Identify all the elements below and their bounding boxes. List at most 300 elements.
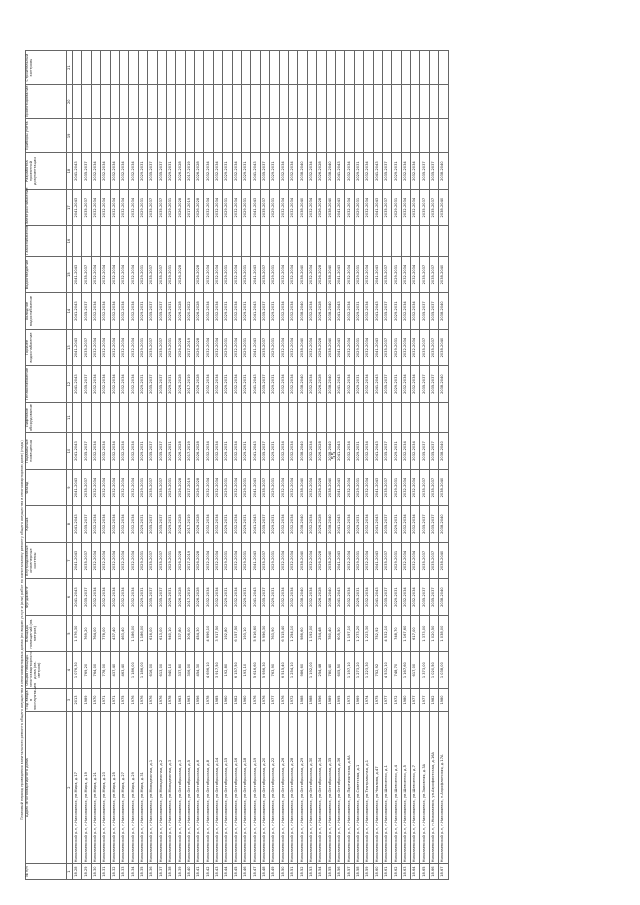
table-cell: 2032-2034	[364, 293, 373, 330]
table-cell: 2038-2040	[326, 366, 335, 403]
table-cell: 2032-2034	[119, 433, 128, 470]
table-row	[204, 51, 213, 880]
table-cell: 2035-2037	[148, 433, 157, 470]
table-cell: 2032-2034	[364, 579, 373, 616]
table-cell: 2032-2034	[101, 542, 110, 579]
table-cell: 2032-2034	[401, 153, 410, 190]
table-row	[260, 51, 269, 880]
page-number: 55	[330, 451, 338, 460]
address-cell: Николаевский р-н, г.Николаевск, ул.Мира, д.21	[91, 712, 100, 864]
table-cell: 2032-2034	[129, 256, 138, 293]
table-cell	[119, 119, 128, 153]
table-cell: 2038-2040	[439, 153, 448, 190]
column-index-cell: 13	[67, 329, 73, 366]
table-cell: 2032-2034	[129, 433, 138, 470]
table-cell: 2038-2040	[298, 366, 307, 403]
table-cell: 1960	[223, 688, 232, 711]
table-cell: 1963	[176, 688, 185, 711]
table-cell: 18.31	[101, 864, 110, 880]
table-cell	[307, 226, 316, 256]
table-cell	[73, 85, 82, 119]
table-cell: 18.35	[138, 864, 147, 880]
table-cell: 1960	[242, 688, 251, 711]
table-cell	[251, 119, 260, 153]
address-cell: Николаевский р-н, г.Николаевск, ул.Октябрьская, д.34	[317, 712, 326, 864]
table-cell: 2032-2034	[129, 189, 138, 226]
table-cell: 2035-2037	[157, 469, 166, 506]
table-cell: 2032-2034	[204, 506, 213, 543]
table-cell: 5 616,60	[251, 615, 260, 652]
table-cell: 18.53	[307, 864, 316, 880]
table-cell: 780,40	[326, 615, 335, 652]
table-row	[392, 51, 401, 880]
table-cell: 2038-2040	[298, 506, 307, 543]
table-row	[232, 51, 241, 880]
table-row	[373, 51, 382, 880]
table-cell	[195, 51, 204, 85]
table-cell: 2032-2034	[204, 579, 213, 616]
table-cell: 2026-2028	[317, 433, 326, 470]
table-cell: 2035-2037	[260, 469, 269, 506]
table-cell: 2032-2034	[119, 469, 128, 506]
table-cell	[91, 226, 100, 256]
table-cell	[166, 85, 175, 119]
table-cell: 1989	[82, 688, 91, 711]
table-cell: 2032-2034	[364, 469, 373, 506]
table-cell	[392, 402, 401, 432]
table-cell: 2032-2034	[110, 153, 119, 190]
table-cell	[429, 226, 438, 256]
table-cell: 1989	[326, 688, 335, 711]
table-cell: 306,00	[185, 615, 194, 652]
table-cell: 2029-2031	[392, 189, 401, 226]
address-cell: Николаевский р-н, г.Николаевск, ул.Мира, д.29	[129, 712, 138, 864]
table-cell: 2029-2031	[138, 579, 147, 616]
column-index-cell: 2	[67, 712, 73, 864]
table-cell: 2026-2028	[176, 469, 185, 506]
table-cell: 18.45	[232, 864, 241, 880]
table-cell: 617,00	[411, 652, 420, 689]
table-cell: 2038-2040	[298, 293, 307, 330]
table-cell: 2032-2034	[110, 189, 119, 226]
address-cell: Николаевский р-н, г.Николаевск, ул.Октябрьская, д.15	[223, 712, 232, 864]
table-cell	[185, 119, 194, 153]
table-cell: 2035-2037	[420, 293, 429, 330]
table-cell	[91, 119, 100, 153]
table-cell	[129, 51, 138, 85]
table-cell: 2029-2031	[138, 469, 147, 506]
table-cell: 2029-2031	[166, 506, 175, 543]
table-cell: 2032-2034	[364, 256, 373, 293]
table-cell: 2029-2031	[242, 189, 251, 226]
table-cell	[298, 119, 307, 153]
table-cell: 2029-2031	[270, 579, 279, 616]
table-cell: 2032-2034	[119, 293, 128, 330]
table-cell	[364, 51, 373, 85]
table-cell: 2035-2037	[260, 506, 269, 543]
table-cell: 1 020,50	[429, 615, 438, 652]
table-cell	[251, 226, 260, 256]
table-cell: 18.59	[364, 864, 373, 880]
table-cell: 2041-2043	[335, 469, 344, 506]
table-cell	[364, 119, 373, 153]
table-cell	[101, 119, 110, 153]
table-cell: 1963	[185, 688, 194, 711]
address-cell: Николаевский р-н, г.Николаевск, ул.Молодежная, д.3	[166, 712, 175, 864]
table-cell: 2035-2037	[82, 506, 91, 543]
table-cell: 2041-2043	[335, 293, 344, 330]
table-cell	[195, 119, 204, 153]
table-cell: 2032-2034	[345, 506, 354, 543]
table-cell: 2032-2034	[288, 506, 297, 543]
table-cell: 2032-2034	[119, 542, 128, 579]
table-cell: 1976	[157, 688, 166, 711]
table-cell: 2032-2034	[110, 433, 119, 470]
table-cell: 2032-2034	[411, 469, 420, 506]
table-cell	[185, 256, 194, 293]
table-cell	[110, 119, 119, 153]
table-cell	[223, 85, 232, 119]
table-cell: 778,00	[101, 652, 110, 689]
table-cell: 2026-2028	[195, 433, 204, 470]
column-header: Водоотведение	[26, 256, 67, 293]
table-cell	[204, 119, 213, 153]
column-header: Лифтовое оборудование	[26, 402, 67, 432]
table-cell: 613,00	[157, 652, 166, 689]
table-cell: 18.54	[317, 864, 326, 880]
table-cell	[110, 85, 119, 119]
table-cell: 5 956,30	[260, 652, 269, 689]
address-cell: Николаевский р-н, г.Николаевск, ул.Октябрьская, д.28	[288, 712, 297, 864]
table-cell: 2032-2034	[101, 153, 110, 190]
table-cell: 2032-2034	[129, 579, 138, 616]
table-cell	[364, 85, 373, 119]
table-cell: 2041-2043	[73, 542, 82, 579]
table-cell: 2026-2028	[195, 329, 204, 366]
table-cell: 2026-2028	[317, 329, 326, 366]
column-header: № п/п	[26, 864, 67, 880]
table-cell	[204, 85, 213, 119]
table-cell: 2035-2037	[429, 579, 438, 616]
column-index-cell: 17	[67, 189, 73, 226]
table-cell: 2035-2037	[382, 366, 391, 403]
column-index-cell: 4	[67, 652, 73, 689]
table-cell: 2038-2040	[298, 329, 307, 366]
table-cell: 2035-2037	[148, 506, 157, 543]
table-cell: 2032-2034	[411, 579, 420, 616]
table-cell: 1971	[101, 688, 110, 711]
table-cell	[157, 85, 166, 119]
table-row	[166, 51, 175, 880]
table-cell: 2041-2043	[373, 506, 382, 543]
table-cell: 2032-2034	[91, 153, 100, 190]
column-header: Площадь помещений (кв. метров)	[26, 615, 67, 652]
column-index-cell: 18	[67, 153, 73, 190]
table-cell	[335, 85, 344, 119]
table-cell: 2035-2037	[429, 293, 438, 330]
table-cell: 2038-2040	[326, 433, 335, 470]
table-cell: 2026-2028	[176, 579, 185, 616]
table-cell	[392, 119, 401, 153]
table-cell: 2035-2037	[420, 433, 429, 470]
address-cell: Николаевский р-н, п.Николаевск, ул.Аэрофлотская, д.16А	[429, 712, 438, 864]
table-cell: 2035-2037	[260, 153, 269, 190]
table-cell	[91, 85, 100, 119]
table-cell: 2041-2043	[335, 189, 344, 226]
address-cell: Николаевский р-н, г.Николаевск, ул.Октябрьская, д.29	[298, 712, 307, 864]
table-cell: 2026-2028	[176, 256, 185, 293]
table-cell: 2032-2034	[345, 153, 354, 190]
table-cell: 1976	[138, 688, 147, 711]
address-cell: Николаевский р-н, г.Николаевск, ул.Октябрьская, д.36	[335, 712, 344, 864]
table-cell: 2026-2028	[176, 329, 185, 366]
column-header: Год ввода в эксплуатацию	[26, 688, 67, 711]
table-cell: 2017-2019	[185, 366, 194, 403]
table-cell: 2038-2040	[439, 433, 448, 470]
table-cell: 2029-2031	[354, 579, 363, 616]
table-cell	[354, 119, 363, 153]
table-cell: 2038-2040	[439, 329, 448, 366]
table-cell: 2032-2034	[91, 189, 100, 226]
address-cell: Николаевский р-н, г.Николаевск, ул.Шевченко, д.1	[382, 712, 391, 864]
column-index-cell: 11	[67, 402, 73, 432]
table-cell: 2032-2034	[129, 153, 138, 190]
table-cell: 2032-2034	[279, 189, 288, 226]
table-cell	[157, 51, 166, 85]
table-cell: 2026-2028	[176, 506, 185, 543]
table-cell: 2032-2034	[364, 433, 373, 470]
table-cell: 2032-2034	[129, 293, 138, 330]
table-cell	[260, 402, 269, 432]
table-cell: 2035-2037	[157, 542, 166, 579]
table-cell: 2035-2037	[382, 469, 391, 506]
table-cell: 778,00	[101, 615, 110, 652]
table-row	[288, 51, 297, 880]
table-cell	[166, 402, 175, 432]
table-cell: 4 532,10	[382, 615, 391, 652]
table-cell: 2029-2031	[242, 433, 251, 470]
table-cell: 2032-2034	[204, 366, 213, 403]
table-cell: 2029-2031	[270, 542, 279, 579]
table-cell: 2041-2043	[73, 469, 82, 506]
table-cell: 2032-2034	[213, 433, 222, 470]
table-cell: 2026-2028	[176, 153, 185, 190]
table-cell: 463,40	[119, 615, 128, 652]
table-cell: 2029-2031	[223, 506, 232, 543]
column-header: Приборы учета	[26, 119, 67, 153]
table-cell	[429, 51, 438, 85]
table-cell	[401, 226, 410, 256]
table-cell: 2035-2037	[382, 293, 391, 330]
table-cell: 2026-2028	[195, 366, 204, 403]
table-cell: 4 696,10	[204, 615, 213, 652]
table-cell: 1 373,00	[420, 652, 429, 689]
table-cell: 2038-2040	[298, 579, 307, 616]
table-row	[251, 51, 260, 880]
table-cell: 2029-2031	[354, 542, 363, 579]
table-cell: 5 956,30	[260, 615, 269, 652]
table-cell: 2041-2043	[73, 366, 82, 403]
table-cell: 2029-2031	[270, 256, 279, 293]
table-cell	[345, 226, 354, 256]
table-cell	[119, 402, 128, 432]
table-cell: 1977	[382, 688, 391, 711]
table-cell	[279, 402, 288, 432]
table-cell: 2035-2037	[429, 256, 438, 293]
table-cell: 1 020,50	[429, 652, 438, 689]
column-header: Внутридомовые инженерные системы	[26, 542, 67, 579]
table-cell: 2032-2034	[110, 469, 119, 506]
table-cell: 2032-2034	[204, 189, 213, 226]
table-cell	[420, 119, 429, 153]
column-index-cell: 10	[67, 433, 73, 470]
table-row	[335, 51, 344, 880]
table-cell: 2029-2031	[270, 189, 279, 226]
table-cell: 1 186,00	[129, 652, 138, 689]
table-cell	[439, 119, 448, 153]
table-row	[119, 51, 128, 880]
table-cell: 2029-2031	[166, 189, 175, 226]
table-cell: 2013	[73, 688, 82, 711]
table-cell: 2032-2034	[110, 506, 119, 543]
table-cell	[392, 85, 401, 119]
table-cell: 2032-2034	[401, 366, 410, 403]
table-cell: 1956	[195, 688, 204, 711]
table-cell: 2035-2037	[148, 366, 157, 403]
table-cell: 1 273,20	[354, 615, 363, 652]
table-cell	[420, 226, 429, 256]
table-cell: 2035-2037	[157, 189, 166, 226]
table-cell: 6 515,40	[279, 652, 288, 689]
table-row	[138, 51, 147, 880]
table-cell: 2029-2031	[242, 366, 251, 403]
column-index-cell: 6	[67, 579, 73, 616]
table-cell: 2032-2034	[345, 469, 354, 506]
table-cell: 4 696,10	[204, 652, 213, 689]
table-cell: 2041-2043	[73, 433, 82, 470]
table-cell: 940,10	[166, 615, 175, 652]
table-cell: 1 223,30	[364, 615, 373, 652]
table-cell: 2029-2031	[354, 366, 363, 403]
table-cell: 2026-2028	[195, 542, 204, 579]
table-cell: 454,30	[195, 652, 204, 689]
table-row	[382, 51, 391, 880]
table-cell	[382, 119, 391, 153]
table-cell: 18.61	[382, 864, 391, 880]
table-cell: 2032-2034	[411, 153, 420, 190]
table-cell: 2032-2034	[204, 433, 213, 470]
table-cell: 2035-2037	[148, 542, 157, 579]
table-cell	[260, 85, 269, 119]
address-cell: Николаевский р-н, г.Николаевск, ул.Мира, д.17	[73, 712, 82, 864]
table-cell: 463,40	[119, 652, 128, 689]
table-cell: 2032-2034	[129, 366, 138, 403]
table-cell: 2038-2040	[439, 579, 448, 616]
table-cell: 2041-2043	[73, 506, 82, 543]
table-cell: 2032-2034	[345, 366, 354, 403]
table-cell: 2032-2034	[101, 579, 110, 616]
table-cell: 2032-2034	[129, 506, 138, 543]
table-row	[185, 51, 194, 880]
column-index-cell: 19	[67, 119, 73, 153]
table-cell: 2029-2031	[354, 153, 363, 190]
table-cell: 2038-2040	[326, 293, 335, 330]
table-cell: 2041-2043	[373, 433, 382, 470]
table-cell: 2032-2034	[129, 329, 138, 366]
table-cell	[157, 226, 166, 256]
table-cell: 18.42	[204, 864, 213, 880]
column-header: Общая площадь многоквартирного дома (кв. метров)	[26, 652, 67, 689]
table-cell	[138, 85, 147, 119]
table-cell: 2032-2034	[345, 293, 354, 330]
table-cell: 2032-2034	[213, 579, 222, 616]
table-cell: 1976	[279, 688, 288, 711]
table-cell: 2032-2034	[91, 542, 100, 579]
table-cell: 437,40	[110, 652, 119, 689]
table-row	[326, 51, 335, 880]
table-cell: 2017-2019	[185, 579, 194, 616]
table-cell	[101, 402, 110, 432]
table-cell: 1 254,10	[288, 652, 297, 689]
table-cell: 2032-2034	[307, 366, 316, 403]
table-cell	[317, 226, 326, 256]
table-row	[317, 51, 326, 880]
table-cell: 748,70	[392, 652, 401, 689]
table-cell: 2032-2034	[411, 542, 420, 579]
table-cell: 2032-2034	[401, 579, 410, 616]
table-cell	[335, 226, 344, 256]
table-cell	[279, 119, 288, 153]
table-row	[429, 51, 438, 880]
table-cell	[195, 402, 204, 432]
table-cell: 986,60	[298, 615, 307, 652]
address-cell: Николаевский р-н, г.Николаевск, ул.Октябрьская, д.6	[195, 712, 204, 864]
table-cell	[392, 51, 401, 85]
table-cell: 1974	[364, 688, 373, 711]
table-cell	[166, 119, 175, 153]
table-cell: 2035-2037	[157, 256, 166, 293]
table-cell: 2017-2019	[185, 469, 194, 506]
table-cell: 2032-2034	[288, 542, 297, 579]
table-cell: 6 157,50	[232, 615, 241, 652]
table-cell: 2032-2034	[307, 433, 316, 470]
table-cell: 2032-2034	[411, 329, 420, 366]
table-cell	[110, 51, 119, 85]
address-cell: Николаевский р-н, г.Николаевск, ул.Партизанская, д.6А	[345, 712, 354, 864]
table-cell	[251, 51, 260, 85]
table-cell: 1973	[345, 688, 354, 711]
table-cell: 2029-2031	[242, 293, 251, 330]
table-cell: 454,30	[195, 615, 204, 652]
table-cell	[157, 119, 166, 153]
table-cell	[101, 85, 110, 119]
table-cell: 18.47	[251, 864, 260, 880]
table-cell	[373, 51, 382, 85]
table-cell: 2035-2037	[382, 153, 391, 190]
table-cell: 2038-2040	[326, 329, 335, 366]
table-cell: 2035-2037	[420, 579, 429, 616]
table-cell: 2032-2034	[232, 433, 241, 470]
table-cell: 2032-2034	[279, 433, 288, 470]
table-cell: 1 373,00	[420, 615, 429, 652]
table-cell	[354, 51, 363, 85]
table-cell: 2029-2031	[138, 293, 147, 330]
table-cell: 752,92	[373, 652, 382, 689]
column-index-cell: 16	[67, 226, 73, 256]
table-cell	[157, 402, 166, 432]
table-cell: 2032-2034	[279, 293, 288, 330]
table-cell	[401, 119, 410, 153]
